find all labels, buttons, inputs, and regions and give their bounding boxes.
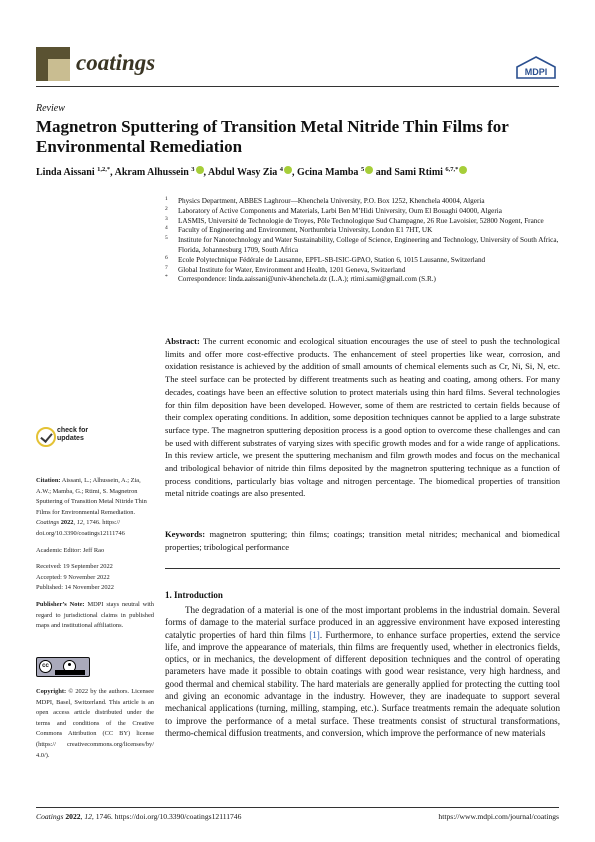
- cc-by-license-icon[interactable]: [36, 657, 90, 677]
- author-name: Gcina Mamba: [297, 167, 361, 178]
- affiliation-text: Institute for Nanotechnology and Water Sustainability, College of Science, Engineering and Technology, University of South Africa, Florida, Johannesburg 1709, South Africa: [178, 236, 559, 254]
- check-updates-line2: updates: [57, 435, 84, 442]
- footer-journal-url[interactable]: https://www.mdpi.com/journal/coatings: [438, 812, 559, 821]
- affiliation-text: Ecole Polytechnique Fédérale de Lausanne, EPFL-SB-ISIC-GPAO, Station 6, 1015 Lausanne, Switzerland: [178, 255, 486, 264]
- affiliation-item: [165, 197, 560, 207]
- abstract-text: The current economic and ecological situation encourages the use of steel to push the technological limits and offer more cost-effective products. The enhancement of steel properties like wear, corrosion, and oxidation resistance is achieved by the addition of small amounts of chemical elements such as Cr, Ni, Si, N, etc. The steel surface can be protected by different treatments such as heating and coating, among others. For many decades, coatings have been an effective solution to protect materials using thin hard films. Several technologies for thin film deposition have been developed. However, some of them are restricted to certain fields because of their complex operating conditions. In addition, some deposition techniques cannot be applied to a large substrate surface type. The magnetron sputtering deposition process is a good option to overcome these challenges and can be used with different substrates of varying sizes with specific growth modes and for a wide range of applications. In this review article, we present the sputtering mechanism and film growth modes and focus on the mechanical and tribological behavior of nitride thin films deposited by the magnetron sputtering technique as a function of process conditions, particularly bias voltage and nitrogen percentage. The biomedical properties of transition metal nitride coatings are also presented.: [165, 336, 560, 499]
- abstract-label: Abstract:: [165, 336, 200, 346]
- affiliation-item: [165, 256, 560, 266]
- affiliation-number: 3: [165, 215, 168, 222]
- affiliation-number: 2: [165, 205, 168, 212]
- article-title: Magnetron Sputtering of Transition Metal Nitride Thin Films for Environmental Remediation: [36, 117, 509, 156]
- affiliation-text: Laboratory of Active Components and Materials, Larbi Ben M’Hidi University, Oum El Bouaghi 04000, Algeria: [178, 206, 502, 215]
- header-divider: [36, 86, 559, 87]
- affiliation-item: [165, 207, 560, 217]
- mdpi-logo-text: MDPI: [524, 67, 548, 77]
- author-name: Linda Aissani: [36, 167, 98, 178]
- academic-editor: Academic Editor: Jeff Rao: [36, 546, 105, 554]
- affiliation-number: 7: [165, 264, 168, 271]
- author-name: Akram Alhussein: [114, 167, 192, 178]
- section-heading-introduction: 1. Introduction: [165, 590, 223, 600]
- author-name: Sami Rtimi: [394, 167, 446, 178]
- affiliation-number: 4: [165, 225, 168, 232]
- author-affiliation-marker: 3: [191, 166, 195, 173]
- keywords: [165, 528, 560, 553]
- article-type: Review: [36, 103, 65, 114]
- affiliation-number: 5: [165, 235, 168, 242]
- author-name: Abdul Wasy Zia: [208, 167, 280, 178]
- author-affiliation-marker: 1,2,*: [97, 166, 111, 173]
- journal-name[interactable]: coatings: [76, 50, 156, 75]
- orcid-icon[interactable]: [196, 166, 204, 174]
- affiliation-text: LASMIS, Université de Technologie de Troyes, Pôle Technologique Sud Champagne, 26 Rue Lavoisier, 52800 Nogent, France: [178, 216, 544, 225]
- received-date: Received: 19 September 2022: [36, 563, 113, 571]
- keywords-text: magnetron sputtering; thin films; coatings; transition metal nitrides; mechanical and biomedical properties; tribological performance: [165, 529, 560, 552]
- affiliation-item: [165, 266, 560, 276]
- affiliation-text: Correspondence: linda.aaissani@univ-khenchela.dz (L.A.); rtimi.sami@gmail.com (S.R.): [178, 275, 436, 284]
- check-updates-icon: [36, 427, 56, 447]
- citation-doi-link[interactable]: , 1746. https:// doi.org/10.3390/coatings12111746: [36, 519, 125, 537]
- affiliation-item: [165, 217, 560, 227]
- affiliation-number: 1: [165, 196, 168, 202]
- introduction-paragraph: The degradation of a material is one of the most important problems in the industrial domain. Several forms of damage to the material surface produced in an aggressive environment have exposed interesting catalytic properties of hard thin films [1]. Furthermore, to enhance surface properties, extend the service life, and improve the appearance of materials, thin films are frequently used, whether in electronics fields, optics, or in mechanics, the development of different deposition techniques and the control of operating parameters have made it possible to obtain coatings with good wear resistance, very high hardness, and good thermal and chemical stability. The hard materials are generally applied for protecting the cutting tool and giving an economic advantage in the industry. However, they are inadequate to support several mechanical applications (turning, milling, stamping, etc.). Surface treatments remain the adequate solution to improve the performance of a metal surface. These treatments consist of structural transformations, thermo-chemical diffusion treatments, and conversion, which improve the performance of new materials: [165, 605, 560, 738]
- author-affiliation-marker: 6,7,*: [445, 166, 459, 173]
- mdpi-logo-icon[interactable]: [514, 56, 558, 80]
- journal-logo-icon: [36, 47, 70, 81]
- abstract: [165, 335, 560, 500]
- accepted-date: Accepted: 9 November 2022: [36, 573, 110, 581]
- publisher-note: Publisher’s Note: MDPI stays neutral with regard to jurisdictional claims in published maps and institutional affiliations.: [36, 600, 154, 630]
- footer-divider: [36, 807, 559, 808]
- affiliation-item: [165, 226, 560, 236]
- author-list: Linda Aissani $^{1,2,*}$, Akram Alhussein $^3$ , Abdul Wasy Zia $^4$ , Gcina Mamba $^5$ and Sami Rtimi $^{6,7,*}$: [36, 166, 556, 178]
- affiliations: [165, 197, 560, 285]
- article-sidebar: [36, 476, 154, 638]
- affiliation-text: Global Institute for Water, Environment and Health, 1201 Geneva, Switzerland: [178, 265, 406, 274]
- affiliation-text: Physics Department, ABBES Laghrour—Khenchela University, P.O. Box 1252, Khenchela 40004, Algeria: [178, 197, 485, 205]
- orcid-icon[interactable]: [459, 166, 467, 174]
- author-affiliation-marker: 5: [360, 166, 365, 173]
- affiliation-number: *: [165, 274, 168, 281]
- orcid-icon[interactable]: [284, 166, 292, 174]
- affiliation-item: [165, 236, 560, 256]
- affiliation-item: [165, 275, 560, 285]
- published-date: Published: 14 November 2022: [36, 584, 114, 592]
- footer-doi-link[interactable]: , 1746. https://doi.org/10.3390/coatings12111746: [91, 812, 242, 821]
- citation-block: Citation: Aissani, L.; Alhussein, A.; Zia, A.W.; Mamba, G.; Rtimi, S. Magnetron Sputtering of Transition Metal Nitride Thin Films for Environmental Remediation. Coatings 2022, 12, 1746. https:// doi.org/10.3390/coatings12111746: [36, 477, 147, 537]
- author-affiliation-marker: 4: [279, 166, 284, 173]
- affiliation-number: 6: [165, 254, 168, 261]
- check-updates-line1: check for: [57, 427, 89, 434]
- orcid-icon[interactable]: [365, 166, 373, 174]
- footer-citation: Coatings 2022, 12, 1746. https://doi.org/10.3390/coatings12111746: [36, 812, 242, 821]
- citation-link[interactable]: [1]: [309, 629, 320, 640]
- keywords-label: Keywords:: [165, 529, 206, 539]
- copyright-notice: Copyright: © 2022 by the authors. Licensee MDPI, Basel, Switzerland. This article is an open access article distributed under the terms and conditions of the Creative Commons Attribution (CC BY) license (https:// creativecommons.org/licenses/by/ 4.0/).: [36, 688, 154, 759]
- cc-icon: cc: [39, 660, 52, 673]
- section-divider: [165, 568, 560, 569]
- affiliation-text: Faculty of Engineering and Environment, Northumbria University, London E1 7HT, UK: [178, 226, 433, 235]
